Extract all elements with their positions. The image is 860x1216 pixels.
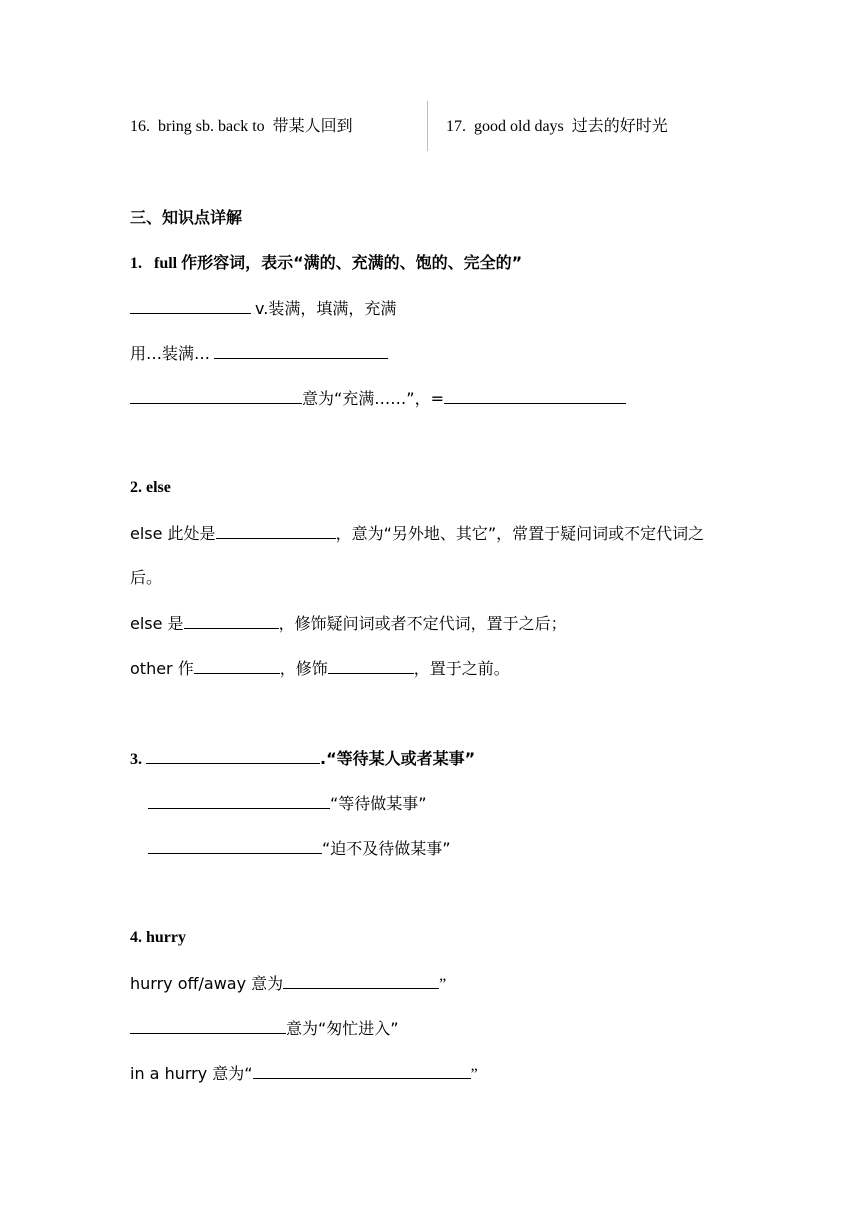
point-4-line-2 [130, 1017, 399, 1041]
point-4-line-2-text: 意为“匆忙进入” [286, 1019, 399, 1038]
point-2-line-1-continued: 后。 [130, 568, 163, 587]
point-1-description: 作形容词，表示“满的、充满的、饱的、完全的” [181, 253, 523, 272]
point-1-line-1 [130, 297, 396, 321]
fill-blank[interactable] [148, 837, 322, 854]
fill-blank[interactable] [283, 972, 439, 989]
vocab-item-17-chinese: 过去的好时光 [571, 116, 668, 135]
point-1-line-3 [130, 387, 626, 411]
point-2-line-3-b: ，修饰 [279, 659, 328, 678]
fill-blank[interactable] [444, 387, 626, 404]
point-1-line-1-text: v.装满，填满，充满 [255, 299, 397, 318]
vocab-item-17 [446, 115, 668, 138]
fill-blank[interactable] [214, 342, 388, 359]
point-2-line-2 [130, 612, 567, 636]
table-divider [427, 101, 428, 151]
fill-blank[interactable] [148, 792, 330, 809]
point-4-line-3-b: ” [470, 1066, 478, 1083]
point-3-heading [130, 747, 475, 771]
fill-blank[interactable] [216, 522, 336, 539]
point-4-line-3 [130, 1062, 478, 1086]
vocab-item-17-english: good old days [474, 118, 564, 135]
fill-blank[interactable] [146, 747, 320, 764]
point-2-line-1-b: ，意为“另外地、其它”，常置于疑问词或不定代词之 [335, 524, 705, 543]
point-1-line-3-text: 意为“充满……”，= [302, 389, 444, 408]
point-4-line-3-a: in a hurry 意为“ [130, 1064, 253, 1083]
point-2-line-3-a: other 作 [130, 659, 194, 678]
fill-blank[interactable] [184, 612, 279, 629]
point-2-line-1-a: else 此处是 [130, 524, 216, 543]
point-2-heading: 2. else [130, 479, 171, 496]
vocab-table-row [130, 101, 730, 151]
point-3-line-2-text: “迫不及待做某事” [322, 839, 451, 858]
vocab-item-16-chinese: 带某人回到 [272, 116, 353, 135]
point-1-keyword: full [154, 255, 178, 272]
point-2-line-3-c: ，置于之前。 [413, 659, 510, 678]
fill-blank[interactable] [130, 387, 302, 404]
vocab-item-16 [130, 115, 353, 138]
section-title: 三、知识点详解 [130, 208, 243, 227]
point-2-line-1 [130, 522, 704, 546]
fill-blank[interactable] [130, 1017, 286, 1034]
point-4-line-1-a: hurry off/away 意为 [130, 974, 284, 993]
point-3-line-1 [148, 792, 427, 816]
point-1-number: 1. [130, 255, 142, 272]
point-1-line-2-text: 用…装满… [130, 344, 211, 363]
vocab-item-16-english: bring sb. back to [158, 118, 265, 135]
point-4-heading: 4. hurry [130, 929, 186, 946]
point-3-number: 3. [130, 751, 142, 768]
point-3-line-1-text: “等待做某事” [330, 794, 427, 813]
point-2-line-2-a: else 是 [130, 614, 184, 633]
fill-blank[interactable] [253, 1062, 471, 1079]
point-2-line-2-b: ，修饰疑问词或者不定代词，置于之后； [278, 614, 567, 633]
point-4-line-1 [130, 972, 446, 996]
point-2-line-3 [130, 657, 510, 681]
fill-blank[interactable] [328, 657, 414, 674]
point-1-heading [130, 252, 522, 275]
point-1-line-2 [130, 342, 388, 366]
vocab-item-16-number: 16. [130, 118, 150, 135]
fill-blank[interactable] [130, 297, 251, 314]
fill-blank[interactable] [194, 657, 280, 674]
point-3-description: .“等待某人或者某事” [320, 749, 476, 768]
vocab-item-17-number: 17. [446, 118, 466, 135]
point-4-line-1-b: ” [439, 976, 447, 993]
point-3-line-2 [148, 837, 451, 861]
